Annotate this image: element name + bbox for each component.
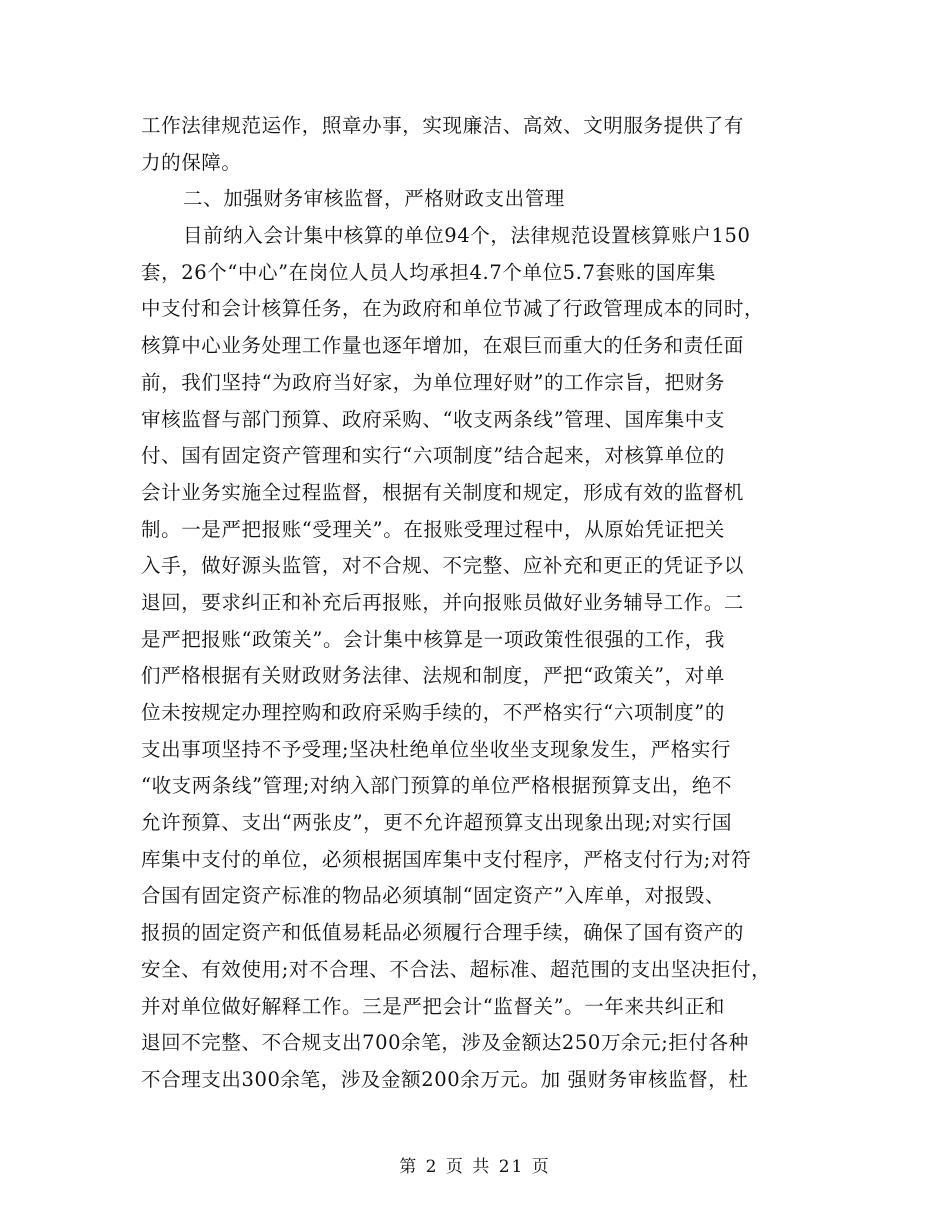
text-line: 不合理支出300余笔，涉及金额200余万元。加 强财务审核监督，杜 [141, 1067, 749, 1091]
text-line: 目前纳入会计集中核算的单位94个，法律规范设置核算账户150 [183, 224, 751, 248]
text-line: 制。一是严把报账“受理关”。在报账受理过程中，从原始凭证把关 [141, 517, 725, 541]
text-line: 会计业务实施全过程监督，根据有关制度和规定，形成有效的监督机 [141, 480, 745, 504]
text-line: 退回，要求纠正和补充后再报账，并向报账员做好业务辅导工作。二 [141, 590, 745, 614]
text-line: 安全、有效使用;对不合理、不合法、超标准、超范围的支出坚决拒付， [141, 957, 772, 981]
text-line: 套，26个“中心”在岗位人员人均承担4.7个单位5.7套账的国库集 [141, 260, 717, 284]
text-line: 核算中心业务处理工作量也逐年增加，在艰巨而重大的任务和责任面 [141, 334, 745, 358]
text-line: 退回不完整、不合规支出700余笔，涉及金额达250万余元;拒付各种 [141, 1031, 749, 1055]
text-line: 们严格根据有关财政财务法律、法规和制度，严把“政策关”，对单 [141, 664, 725, 688]
text-line: 力的保障。 [141, 150, 242, 174]
text-line: 库集中支付的单位，必须根据国库集中支付程序，严格支付行为;对符 [141, 847, 752, 871]
text-line: 付、国有固定资产管理和实行“六项制度”结合起来，对核算单位的 [141, 444, 725, 468]
text-line: 支出事项坚持不予受理;坚决杜绝单位坐收坐支现象发生，严格实行 [141, 737, 732, 761]
text-line: 允许预算、支出“两张皮”，更不允许超预算支出现象出现;对实行国 [141, 811, 733, 835]
text-line: 中支付和会计核算任务，在为政府和单位节减了行政管理成本的同时， [141, 297, 765, 321]
body-text [141, 108, 811, 1099]
section-heading: 二、加强财务审核监督，严格财政支出管理 [183, 187, 565, 211]
text-line: 位未按规定办理控购和政府采购手续的，不严格实行“六项制度”的 [141, 701, 725, 724]
text-line: 是严把报账“政策关”。会计集中核算是一项政策性很强的工作，我 [141, 627, 725, 651]
text-line: 审核监督与部门预算、政府采购、“收支两条线”管理、国库集中支 [141, 407, 725, 431]
text-line: 工作法律规范运作，照章办事，实现廉洁、高效、文明服务提供了有 [141, 114, 745, 137]
text-line: 报损的固定资产和低值易耗品必须履行合理手续，确保了国有资产的 [141, 921, 745, 945]
text-line: 入手，做好源头监管，对不合规、不完整、应补充和更正的凭证予以 [141, 554, 745, 578]
page-footer [0, 1152, 950, 1177]
text-line: “收支两条线”管理;对纳入部门预算的单位严格根据预算支出，绝不 [141, 774, 733, 798]
text-line: 前，我们坚持“为政府当好家，为单位理好财”的工作宗旨，把财务 [141, 370, 725, 394]
text-line: 并对单位做好解释工作。三是严把会计“监督关”。一年来共纠正和 [141, 994, 725, 1018]
text-line: 合国有固定资产标准的物品必须填制“固定资产”入库单，对报毁、 [141, 884, 725, 908]
page-number: 第 2 页 共 21 页 [399, 1157, 551, 1177]
